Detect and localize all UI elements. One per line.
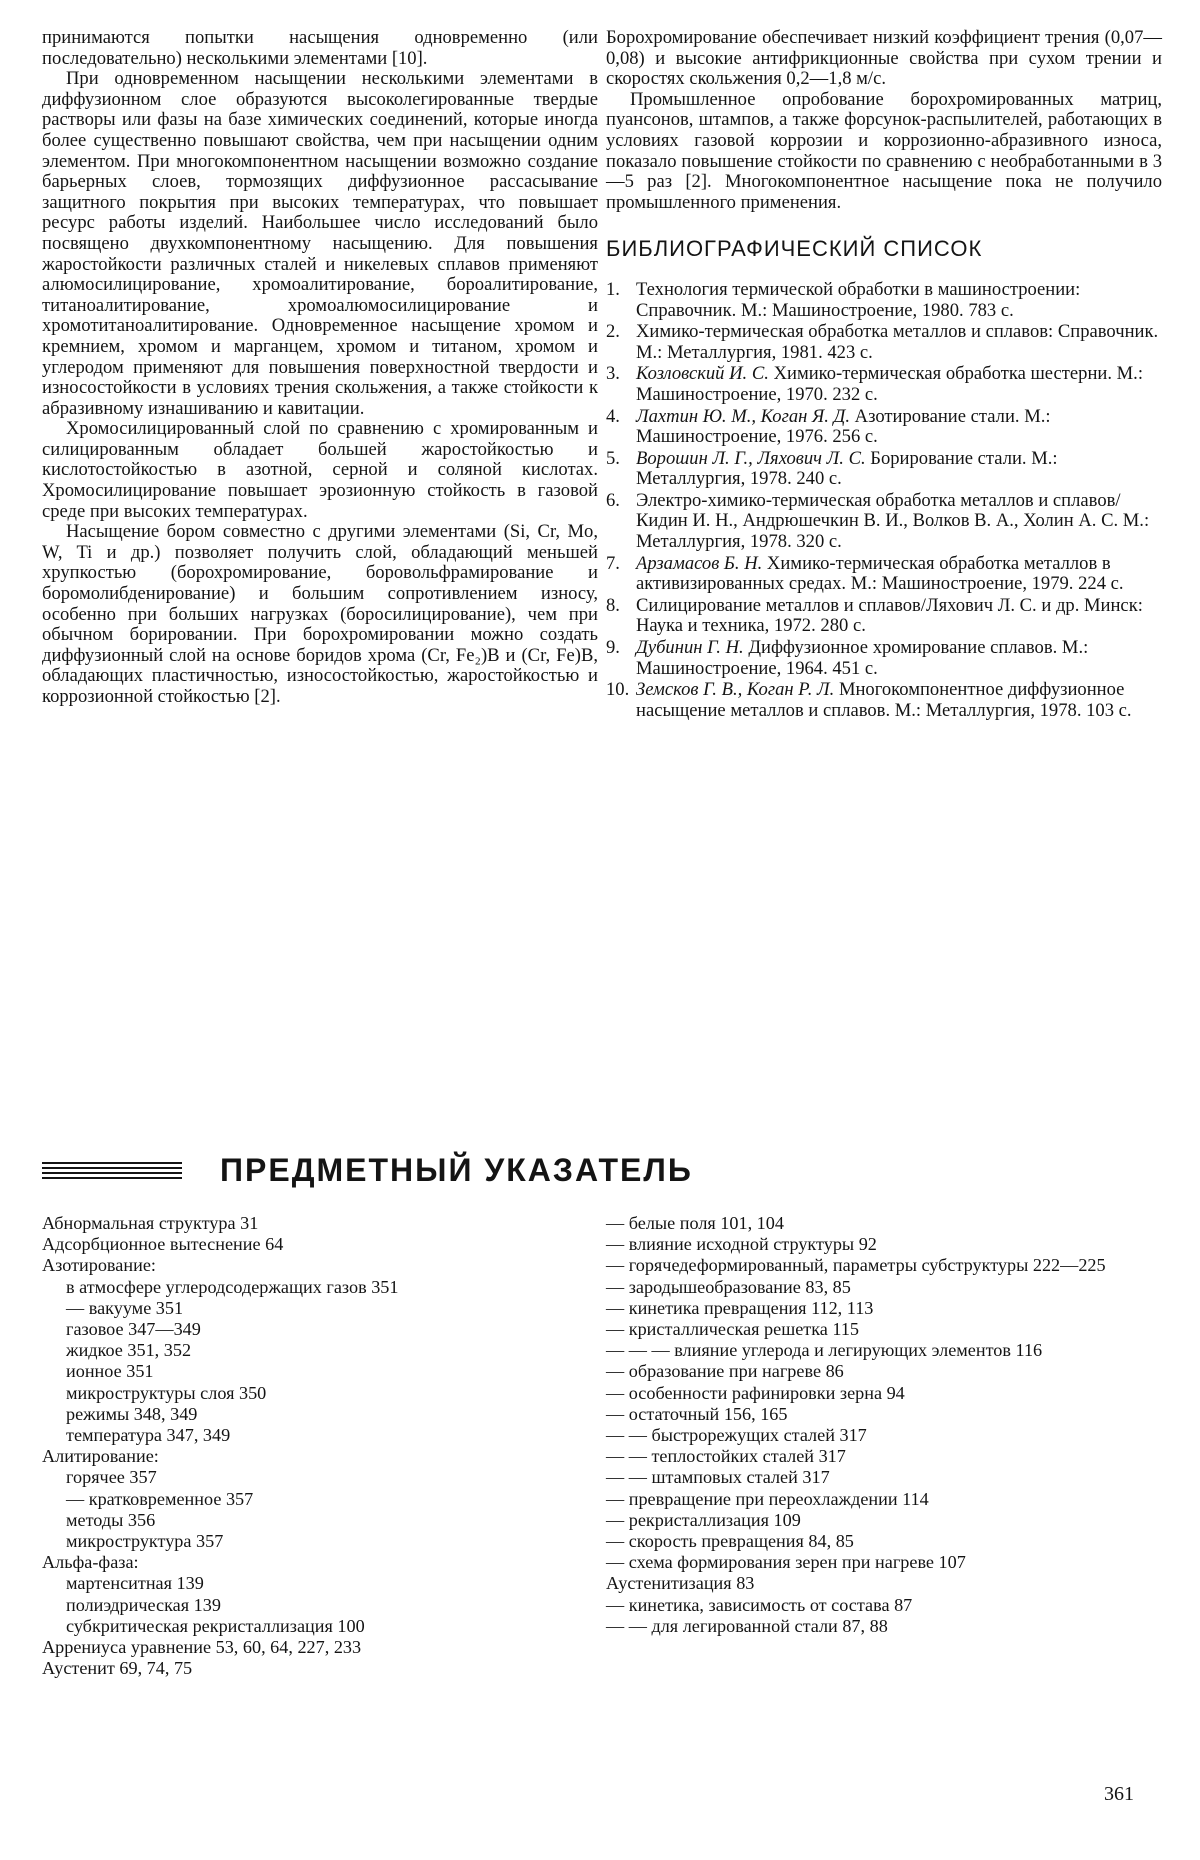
bibliography-details: Химико-термическая обработка шестерни. М.: Машиностроение, 1970. 232 с. [636, 363, 1143, 405]
bibliography-number: 6. [606, 489, 620, 511]
bibliography-text [636, 554, 1162, 595]
index-header [42, 1152, 1158, 1196]
bibliography-entry [606, 554, 1162, 595]
bibliography-details: Диффузионное хромирование сплавов. М.: Машиностроение, 1964. 451 с. [636, 637, 1089, 679]
bibliography-number: 4. [606, 405, 620, 427]
bibliography-entry [606, 596, 1162, 637]
bibliography-author: Арзамасов Б. Н. [636, 552, 763, 574]
index-entry: Альфа-фаза: [42, 1552, 139, 1573]
bibliography-details: Силицирование металлов и сплавов/Ляхович Л. С. и др. Минск: Наука и техника, 1972. 280 с. [636, 594, 1143, 637]
index-entry: в атмосфере углеродсодержащих газов 351 [66, 1276, 399, 1297]
index-entry: режимы 348, 349 [66, 1403, 198, 1424]
decorative-rule-lines [42, 1162, 182, 1184]
index-entry: Абнормальная структура 31 [42, 1213, 259, 1233]
bibliography-entry [606, 491, 1162, 553]
index-entry: — особенности рафинировки зерна 94 [606, 1382, 905, 1403]
right-text-column [606, 28, 1162, 722]
index-entry: — влияние исходной структуры 92 [606, 1234, 877, 1255]
bibliography-text [636, 407, 1162, 448]
index-entry: — белые поля 101, 104 [606, 1213, 784, 1233]
index-entry: ионное 351 [66, 1361, 154, 1382]
index-entry: — кинетика, зависимость от состава 87 [606, 1594, 913, 1615]
index-entry: горячее 357 [66, 1467, 157, 1488]
bibliography-details: Химико-термическая обработка металлов в активизированных средах. М.: Машиностроение, 1979. 224 с. [636, 552, 1124, 595]
index-entry: — горячедеформированный, параметры субструктуры 222—225 [606, 1255, 1106, 1276]
index-entry: — — для легированной стали 87, 88 [606, 1615, 888, 1636]
left-text-column [42, 28, 598, 708]
body-paragraph: Борохромирование обеспечивает низкий коэффициент трения (0,07—0,08) и высокие антифрикционные свойства при сухом трении и скоростях скольжения 0,2—1,8 м/с. [606, 27, 1162, 90]
index-entry: мартенситная 139 [66, 1573, 204, 1594]
bibliography-entry [606, 364, 1162, 405]
index-entry: — кратковременное 357 [66, 1488, 254, 1509]
bibliography-author: Дубинин Г. Н. [636, 637, 744, 659]
bibliography-number: 5. [606, 447, 620, 469]
bibliography-number: 9. [606, 637, 620, 659]
bibliography-number: 3. [606, 363, 620, 385]
bibliography-text [636, 364, 1162, 405]
bibliography-text [636, 280, 1162, 321]
index-title: ПРЕДМЕТНЫЙ УКАЗАТЕЛЬ [220, 1152, 693, 1188]
bibliography-details: Электро-химико-термическая обработка металлов и сплавов/Кидин И. Н., Андрюшечкин В. И., Волков В. А., Холин А. С. М.: Металлургия, 1978. 320 с. [636, 489, 1150, 553]
index-entry: — скорость превращения 84, 85 [606, 1531, 854, 1552]
index-entry: субкритическая рекристаллизация 100 [66, 1615, 365, 1636]
bibliography-text [636, 638, 1162, 679]
index-entry: — остаточный 156, 165 [606, 1403, 788, 1424]
bibliography-text [636, 449, 1162, 490]
index-entry: микроструктура 357 [66, 1531, 224, 1552]
bibliography-details: Технология термической обработки в машиностроении: Справочник. М.: Машиностроение, 1980. 783 с. [636, 278, 1081, 321]
bibliography-heading: БИБЛИОГРАФИЧЕСКИЙ СПИСОК [606, 236, 983, 262]
page-number: 361 [1104, 1783, 1134, 1805]
index-entry: Алитирование: [42, 1446, 159, 1467]
body-paragraph: Насыщение бором совместно с другими элементами (Si, Cr, Mo, W, Ti и др.) позволяет получить слой, обладающий меньшей хрупкостью (борохромирование, боровольфрамирование и боромолибденирование) и большим сопротивлением износу, особенно при больших нагрузках (боросилицирование), чем при обычном борировании. При борохромировании можно создать диффузионный слой на основе боридов хрома (Cr, Fe₂)B и (Cr, Fe)B, обладающих пластичностью, износостойкостью, жаростойкостью и коррозионной стойкостью [2]. [42, 521, 598, 707]
body-paragraph: Промышленное опробование борохромированных матриц, пуансонов, штампов, а также форсунок-распылителей, работающих в условиях газовой коррозии и коррозионно-абразивного износа, показало повышение стойкости по сравнению с необработанными в 3—5 раз [2]. Многокомпонентное насыщение пока не получило промышленного применения. [606, 88, 1162, 213]
bibliography-number: 2. [606, 321, 620, 343]
body-paragraph: При одновременном насыщении несколькими элементами в диффузионном слое образуются высоколегированные твердые растворы или фазы на базе химических соединений, которые иногда более существенно повышают свойства, чем при насыщении одним элементом. При многокомпонентном насыщении возможно создание барьерных слоев, тормозящих диффузионное рассасывание защитного покрытия при высоких температурах, что повышает ресурс работы изделий. Наибольшее число исследований было посвящено двухкомпонентному насыщению. Для повышения жаростойкости различных сталей и никелевых сплавов применяют алюмосилицирование, хромоалитирование, бороалитирование, титаноалитирование, хромоалюмосилицирование и хромотитаноалитирование. Одновременное насыщение хромом и кремнием, хромом и марганцем, хромом и титаном, хромом и углеродом применяют для повышения поверхностной твердости и износостойкости в условиях трения скольжения, а также стойкости к абразивному изнашиванию и кавитации. [42, 68, 598, 419]
index-entry: — — штамповых сталей 317 [606, 1467, 830, 1488]
index-entry: микроструктуры слоя 350 [66, 1382, 267, 1403]
index-entry: Аустенит 69, 74, 75 [42, 1658, 193, 1679]
bibliography-text [636, 322, 1162, 363]
bibliography-text [636, 596, 1162, 637]
index-entry: Аустенитизация 83 [606, 1573, 755, 1594]
index-entry: жидкое 351, 352 [66, 1340, 192, 1361]
index-entry: — кинетика превращения 112, 113 [606, 1297, 874, 1318]
bibliography-author: Земсков Г. В., Коган Р. Л. [636, 679, 835, 701]
index-entry: Адсорбционное вытеснение 64 [42, 1234, 284, 1255]
bibliography-number: 8. [606, 594, 620, 616]
index-entry: газовое 347—349 [66, 1319, 201, 1340]
bibliography-author: Козловский И. С. [636, 363, 769, 385]
bibliography-text [636, 491, 1162, 553]
bibliography-details: Многокомпонентное диффузионное насыщение металлов и сплавов. М.: Металлургия, 1978. 103 с. [636, 679, 1132, 721]
body-paragraph: принимаются попытки насыщения одновременно (или последовательно) несколькими элементами [10]. [42, 27, 598, 69]
index-entry: — схема формирования зерен при нагреве 107 [606, 1552, 966, 1573]
bibliography-text [636, 680, 1162, 721]
bibliography-details: Азотирование стали. М.: Машиностроение, 1976. 256 с. [636, 405, 1051, 448]
index-right-column [606, 1213, 1154, 1637]
index-entry: — образование при нагреве 86 [606, 1361, 844, 1382]
index-entry: Азотирование: [42, 1255, 156, 1276]
index-entry: полиэдрическая 139 [66, 1594, 221, 1615]
bibliography-number: 7. [606, 552, 620, 574]
index-entry: — рекристаллизация 109 [606, 1509, 801, 1530]
right-paragraphs [606, 28, 1162, 213]
bibliography-details: Борирование стали. М.: Металлургия, 1978. 240 с. [636, 447, 1058, 490]
index-entry: — вакууме 351 [66, 1297, 184, 1318]
index-left-column [42, 1213, 602, 1679]
bibliography-entry [606, 449, 1162, 490]
bibliography-entry [606, 322, 1162, 363]
bibliography-author: Ворошин Л. Г., Ляхович Л. С. [636, 447, 866, 469]
index-entry: — — — влияние углерода и легирующих элементов 116 [606, 1340, 1043, 1361]
index-entry: — — быстрорежущих сталей 317 [606, 1425, 867, 1446]
index-entry: — зародышеобразование 83, 85 [606, 1276, 851, 1297]
bibliography-entry [606, 280, 1162, 321]
bibliography-entry [606, 638, 1162, 679]
index-entry: — — теплостойких сталей 317 [606, 1446, 846, 1467]
body-paragraph: Хромосилицированный слой по сравнению с хромированным и силицированным обладает большей жаростойкостью и кислотостойкостью в азотной, серной и соляной кислотах. Хромосилицирование повышает эрозионную стойкость в газовой среде при высоких температурах. [42, 418, 598, 522]
index-entry: — кристаллическая решетка 115 [606, 1319, 860, 1340]
bibliography-entry [606, 407, 1162, 448]
bibliography-number: 1. [606, 278, 620, 300]
index-entry: — превращение при переохлаждении 114 [606, 1488, 929, 1509]
bibliography-list [606, 280, 1162, 721]
index-entry: температура 347, 349 [66, 1425, 231, 1446]
index-entry: методы 356 [66, 1509, 156, 1530]
bibliography-entry [606, 680, 1162, 721]
bibliography-author: Лахтин Ю. М., Коган Я. Д. [636, 405, 851, 427]
bibliography-number: 10. [606, 679, 630, 701]
bibliography-details: Химико-термическая обработка металлов и сплавов: Справочник. М.: Металлургия, 1981. 423 с. [636, 321, 1159, 363]
index-entry: Аррениуса уравнение 53, 60, 64, 227, 233 [42, 1637, 362, 1658]
